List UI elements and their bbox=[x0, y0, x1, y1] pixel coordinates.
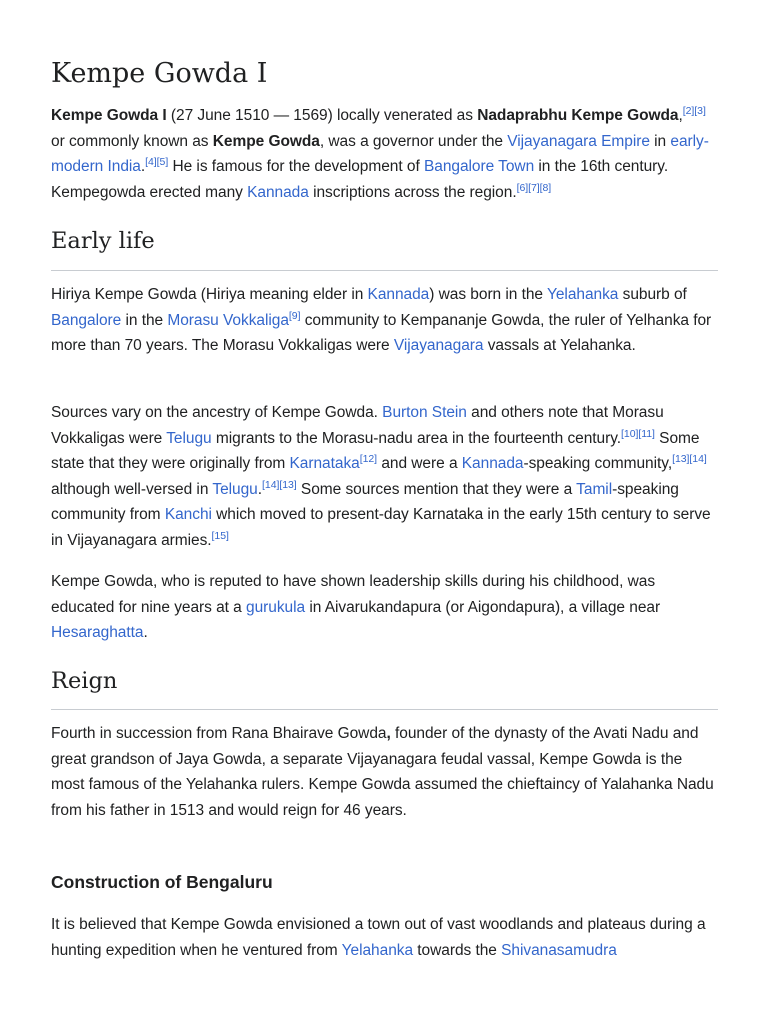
subsection-heading-construction: Construction of Bengaluru bbox=[51, 872, 273, 892]
reference-link[interactable]: [4][5] bbox=[145, 156, 169, 169]
text: in bbox=[649, 132, 671, 150]
early-life-paragraph-2 bbox=[51, 400, 718, 554]
link-gurukula[interactable]: gurukula bbox=[246, 598, 306, 616]
section-heading-reign: Reign bbox=[51, 668, 118, 694]
early-life-paragraph-3 bbox=[51, 569, 718, 646]
text: . bbox=[257, 480, 263, 498]
section-heading-early-life: Early life bbox=[51, 228, 155, 254]
section-divider bbox=[51, 709, 718, 710]
text: Sources vary on the ancestry of Kempe Gowda. bbox=[51, 404, 383, 421]
link-kannada[interactable]: Kannada bbox=[367, 286, 430, 303]
reference-link[interactable]: [2][3] bbox=[682, 105, 706, 117]
link-vijayanagara[interactable]: Vijayanagara bbox=[393, 337, 484, 355]
text: (27 June 1510 — 1569) locally venerated as bbox=[166, 107, 478, 124]
text: vassals at Yelahanka. bbox=[483, 337, 636, 355]
text: community to Kempananje Gowda, the ruler of Yelhanka for more than 70 years. The Morasu Vokkaligas were bbox=[51, 311, 712, 355]
link-karnataka[interactable]: Karnataka bbox=[289, 455, 360, 473]
link-bangalore[interactable]: Bangalore bbox=[51, 311, 122, 329]
reference-link[interactable]: [6][7][8] bbox=[516, 181, 552, 194]
link-bangalore-town[interactable]: Bangalore Town bbox=[423, 158, 535, 176]
reference bbox=[517, 182, 552, 194]
reference bbox=[621, 428, 655, 440]
page-title: Kempe Gowda I bbox=[51, 58, 268, 89]
link-telugu[interactable]: Telugu bbox=[212, 480, 258, 498]
text: although well-versed in bbox=[51, 480, 213, 498]
reference bbox=[289, 310, 301, 322]
text: in the bbox=[121, 311, 168, 329]
text: It is believed that Kempe Gowda envisioned a town out of vast woodlands and plateaus during a hunting expedition when he ventured from bbox=[51, 916, 706, 959]
text: and others note that Morasu Vokkaligas were bbox=[51, 404, 664, 447]
link-shivanasamudra[interactable]: Shivanasamudra bbox=[501, 941, 617, 959]
text: inscriptions across the region. bbox=[308, 183, 517, 201]
reign-paragraph-1 bbox=[51, 721, 718, 823]
text: or commonly known as bbox=[51, 132, 213, 150]
reference-link[interactable]: [10][11] bbox=[621, 427, 655, 440]
text: Kempe Gowda, who is reputed to have shown leadership skills during his childhood, was educated for nine years at a bbox=[51, 573, 656, 616]
link-vijayanagara-empire[interactable]: Vijayanagara Empire bbox=[507, 132, 650, 150]
text: -speaking community from bbox=[51, 480, 679, 524]
intro-paragraph bbox=[51, 103, 718, 205]
bold-comma: , bbox=[386, 725, 391, 742]
text: Some state that they were originally from bbox=[51, 429, 700, 473]
reference-link[interactable]: [15] bbox=[211, 529, 229, 542]
bold-name: Kempe Gowda bbox=[212, 132, 320, 150]
link-kannada[interactable]: Kannada bbox=[461, 455, 524, 473]
text: Some sources mention that they were a bbox=[296, 480, 577, 498]
text: in the 16th century. Kempegowda erected many bbox=[51, 158, 669, 201]
text: and were a bbox=[377, 455, 462, 473]
section-divider bbox=[51, 270, 718, 271]
reference-link[interactable]: [13][14] bbox=[672, 453, 707, 466]
text: ) was born in the bbox=[429, 286, 547, 303]
reference bbox=[262, 479, 297, 491]
link-early-modern-india[interactable]: early-modern India bbox=[51, 132, 709, 176]
text: , was a governor under the bbox=[319, 132, 508, 150]
link-yelahanka[interactable]: Yelahanka bbox=[341, 941, 414, 959]
reference-link[interactable]: [12] bbox=[359, 453, 378, 466]
text: Hiriya Kempe Gowda (Hiriya meaning elder in bbox=[51, 286, 368, 303]
link-hesaraghatta[interactable]: Hesaraghatta bbox=[51, 624, 144, 642]
text: . bbox=[140, 158, 146, 176]
reference bbox=[683, 105, 706, 117]
text: He is famous for the development of bbox=[168, 158, 424, 176]
text: suburb of bbox=[618, 286, 687, 303]
reference-link[interactable]: [9] bbox=[288, 309, 301, 322]
link-tamil[interactable]: Tamil bbox=[576, 480, 613, 498]
link-yelahanka[interactable]: Yelahanka bbox=[546, 286, 619, 303]
reference bbox=[212, 530, 229, 542]
link-kannada[interactable]: Kannada bbox=[247, 183, 309, 201]
text: in Aivarukandapura (or Aigondapura), a village near bbox=[305, 598, 661, 616]
text: Fourth in succession from Rana Bhairave Gowda bbox=[51, 725, 387, 742]
text: , bbox=[678, 107, 683, 124]
link-burton-stein[interactable]: Burton Stein bbox=[382, 404, 467, 421]
text: migrants to the Morasu-nadu area in the fourteenth century. bbox=[211, 429, 622, 447]
link-morasu-vokkaliga[interactable]: Morasu Vokkaliga bbox=[167, 311, 289, 329]
reference-link[interactable]: [14][13] bbox=[262, 478, 297, 491]
link-telugu[interactable]: Telugu bbox=[166, 429, 212, 447]
link-kanchi[interactable]: Kanchi bbox=[164, 506, 212, 524]
reference bbox=[145, 156, 168, 168]
bold-name: Kempe Gowda I bbox=[51, 107, 167, 124]
text: founder of the dynasty of the Avati Nadu and great grandson of Jaya Gowda, a separate Vijayanagara feudal vassal, Kempe Gowda is the most famous of the Yelahanka rulers. Kempe Gowda assumed the chieftaincy of Yalahanka Nadu from his father in 1513 and would reign for 46 years. bbox=[51, 725, 714, 819]
text: which moved to present-day Karnataka in the early 15th century to serve in Vijayanagara armies. bbox=[51, 506, 711, 549]
text: . bbox=[143, 624, 148, 642]
reference bbox=[360, 453, 377, 465]
construction-paragraph-1 bbox=[51, 912, 718, 963]
text: towards the bbox=[413, 941, 502, 959]
bold-name: Nadaprabhu Kempe Gowda bbox=[477, 107, 679, 124]
reference bbox=[672, 453, 707, 465]
text: -speaking community, bbox=[523, 455, 673, 473]
early-life-paragraph-1 bbox=[51, 282, 718, 359]
